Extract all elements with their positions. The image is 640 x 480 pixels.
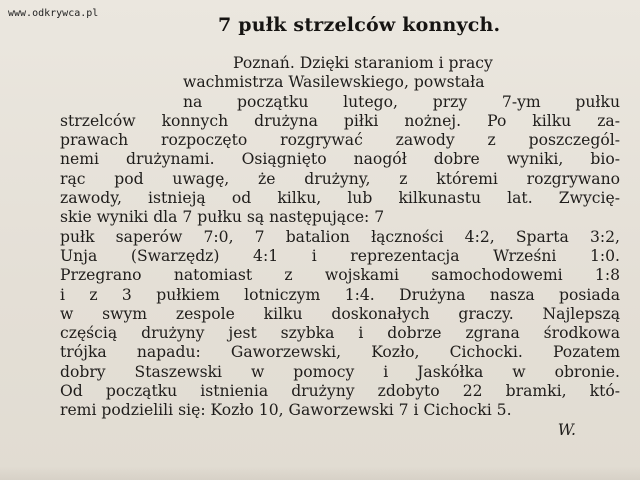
article-line: skie wyniki dla 7 pułku są następujące: 7 xyxy=(60,208,385,227)
article-line: Poznań. Dzięki staraniom i pracy xyxy=(233,54,493,72)
article-line: dobry Staszewski w pomocy i Jaskółka w obronie. xyxy=(60,362,620,381)
article-body xyxy=(60,54,620,440)
article-line: nemi drużynami. Osiągnięto naogół dobre wyniki, bio- xyxy=(60,150,620,169)
page-edge-shadow xyxy=(0,466,640,480)
article-line: rąc pod uwagę, że drużyny, z któremi rozgrywano xyxy=(60,169,620,188)
watermark-url: www.odkrywca.pl xyxy=(8,8,99,19)
article-line: wachmistrza Wasilewskiego, powstała xyxy=(183,73,485,92)
article-line: częścią drużyny jest szybka i dobrze zgrana środkowa xyxy=(60,324,620,343)
article-line: Unja (Swarzędz) 4:1 i reprezentacja Wrześni 1:0. xyxy=(60,246,620,265)
article-line: i z 3 pułkiem lotniczym 1:4. Drużyna nasza posiada xyxy=(60,285,620,304)
article-line: zawody, istnieją od kilku, lub kilkunastu lat. Zwycię- xyxy=(60,189,620,208)
article-line: trójka napadu: Gaworzewski, Kozło, Cichocki. Pozatem xyxy=(60,343,620,362)
article-line: na początku lutego, przy 7-ym pułku xyxy=(183,92,620,111)
article-line: strzelców konnych drużyna piłki nożnej. Po kilku za- xyxy=(60,111,620,130)
article-line: pułk saperów 7:0, 7 batalion łączności 4:2, Sparta 3:2, xyxy=(60,227,620,246)
article-line: w swym zespole kilku doskonałych graczy. Najlepszą xyxy=(60,304,620,323)
article-line: Od początku istnienia drużyny zdobyto 22 bramki, któ- xyxy=(60,382,620,401)
article-title: 7 pułk strzelców konnych. xyxy=(218,14,501,36)
article-line: prawach rozpoczęto rozgrywać zawody z poszczegól- xyxy=(60,131,620,150)
article-line: Przegrano natomiast z wojskami samochodowemi 1:8 xyxy=(60,266,620,285)
article-line: remi podzielili się: Kozło 10, Gaworzewski 7 i Cichocki 5. xyxy=(60,401,512,420)
article-signature: W. xyxy=(557,420,576,439)
